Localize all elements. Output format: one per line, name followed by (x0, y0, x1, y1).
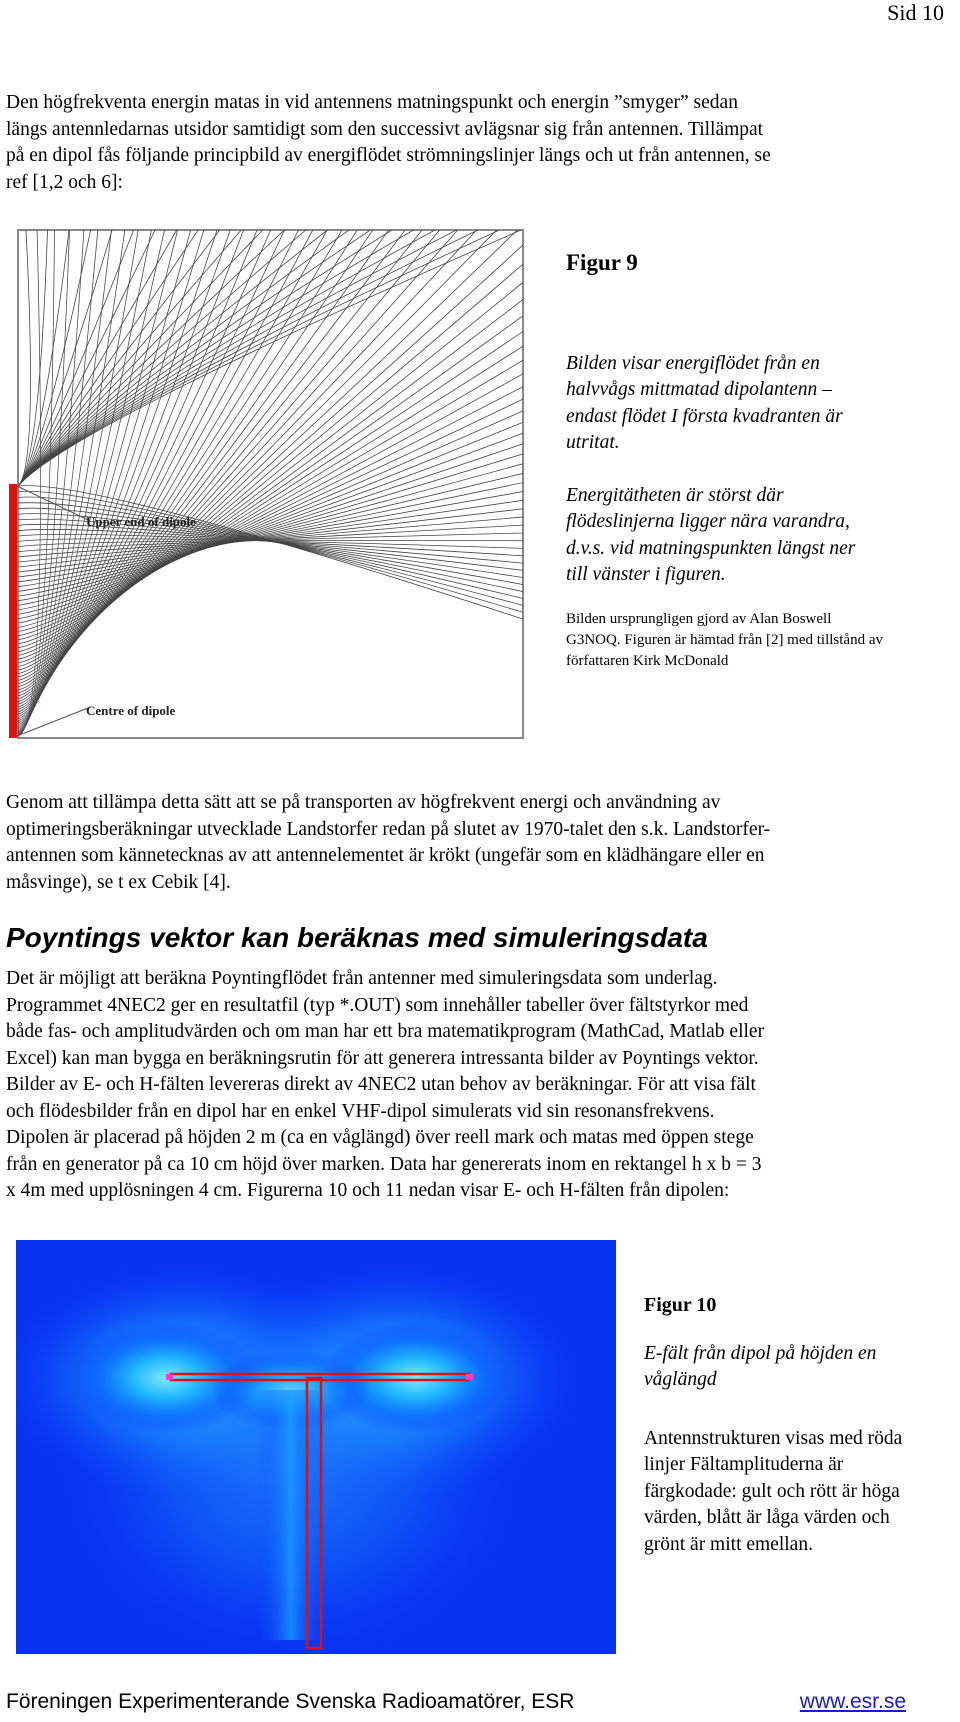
caption-line: halvvågs mittmatad dipolantenn – (566, 379, 832, 400)
paragraph-line: från en generator på ca 10 cm höjd över marken. Data har genererats inom en rektangel h x b = 3 (6, 1153, 762, 1175)
centre-label: Centre of dipole (86, 703, 176, 718)
paragraph-2 (6, 790, 946, 896)
caption-line: till vänster i figuren. (566, 564, 726, 585)
caption-line: grönt är mitt emellan. (644, 1533, 813, 1555)
paragraph-line: Bilder av E- och H-fälten levereras direkt av 4NEC2 utan behov av beräkningar. För att visa fält (6, 1074, 756, 1095)
section-paragraph (6, 966, 946, 1205)
intro-line: Den högfrekventa energin matas in vid antennens matningspunkt och energin ”smyger” sedan (6, 92, 738, 113)
figure-9-image (8, 228, 528, 744)
caption-line: flödeslinjerna ligger nära varandra, (566, 511, 850, 532)
figure-9-desc-2 (566, 483, 946, 589)
figure-10-subtitle (644, 1341, 944, 1394)
paragraph-line: och flödesbilder från en dipol har en enkel VHF-dipol simulerats vid sin resonansfrekvens. (6, 1100, 715, 1122)
paragraph-line: måsvinge), se t ex Cebik [4]. (6, 871, 231, 893)
caption-line: E-fält från dipol på höjden en (644, 1342, 877, 1364)
paragraph-line: Excel) kan man bygga en beräkningsrutin för att generera intressanta bilder av Poyntings vektor. (6, 1047, 759, 1069)
intro-line: ref [1,2 och 6]: (6, 171, 123, 193)
figure-10-image (16, 1240, 616, 1654)
page-number: Sid 10 (887, 0, 944, 25)
caption-line: utritat. (566, 432, 620, 453)
intro-line: på en dipol fås följande principbild av energiflödet strömningslinjer längs och ut från antennen, se (6, 145, 771, 166)
paragraph-line: optimeringsberäkningar utvecklade Landstorfer redan på slutet av 1970-talet den s.k. Landstorfer- (6, 818, 771, 840)
paragraph-line: Det är möjligt att beräkna Poyntingflödet från antenner med simuleringsdata som underlag. (6, 968, 718, 989)
paragraph-line: både fas- och amplitudvärden och om man har ett bra matematikprogram (MathCad, Matlab eller (6, 1021, 765, 1042)
figure-9-title: Figur 9 (566, 250, 638, 275)
caption-line: Antennstrukturen visas med röda (644, 1427, 903, 1449)
caption-line: färgkodade: gult och rött är höga (644, 1480, 900, 1502)
paragraph-line: Dipolen är placerad på höjden 2 m (ca en våglängd) över reell mark och matas med öppen stege (6, 1127, 754, 1148)
caption-line: Energitätheten är störst där (566, 484, 784, 506)
credit-line: Bilden ursprungligen gjord av Alan Boswell (566, 610, 832, 627)
caption-line: endast flödet I första kvadranten är (566, 405, 843, 427)
credit-line: G3NOQ. Figuren är hämtad från [2] med tillstånd av (566, 631, 883, 648)
paragraph-line: Genom att tillämpa detta sätt att se på transporten av högfrekvent energi och användning av (6, 792, 721, 813)
paragraph-line: Programmet 4NEC2 ger en resultatfil (typ *.OUT) som innehåller tabeller över fältstyrkor med (6, 994, 749, 1016)
footer (6, 1690, 906, 1714)
figure-9-caption (566, 250, 946, 672)
caption-line: Bilden visar energiflödet från en (566, 352, 820, 374)
figure-10-desc (644, 1426, 944, 1559)
footer-org: Föreningen Experimenterande Svenska Radioamatörer, ESR (6, 1690, 575, 1713)
section-heading: Poyntings vektor kan beräknas med simuleringsdata (6, 922, 708, 953)
paragraph-line: x 4m med upplösningen 4 cm. Figurerna 10 och 11 nedan visar E- och H-fälten från dipolen: (6, 1180, 730, 1201)
caption-line: värden, blått är låga värden och (644, 1507, 890, 1528)
caption-line: d.v.s. vid matningspunkten längst ner (566, 537, 856, 559)
caption-line: linjer Fältamplituderna är (644, 1454, 844, 1475)
footer-link[interactable]: www.esr.se (799, 1690, 906, 1713)
caption-line: våglängd (644, 1369, 717, 1390)
figure-10-title: Figur 10 (644, 1294, 717, 1316)
figure-9-desc (566, 351, 946, 457)
credit-line: författaren Kirk McDonald (566, 652, 729, 669)
figure-9-credit (566, 609, 946, 672)
upper-end-label: Upper end of dipole (86, 514, 196, 529)
dipole-red-bar (9, 484, 17, 738)
paragraph-line: antennen som kännetecknas av att antennelementet är krökt (ungefär som en klädhängare eller en (6, 845, 765, 866)
figure-10-caption (644, 1292, 944, 1558)
intro-line: längs antennledarnas utsidor samtidigt som den successivt avlägsnar sig från antennen. Tillämpat (6, 118, 764, 140)
intro-paragraph (6, 90, 946, 196)
